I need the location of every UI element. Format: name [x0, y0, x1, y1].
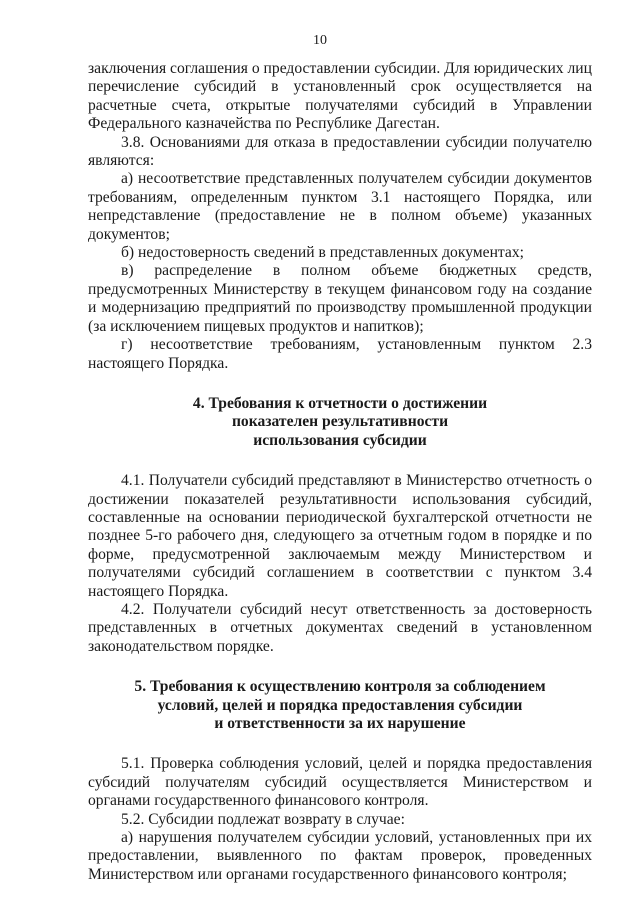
- paragraph-agreement-conclusion: заключения соглашения о предоставлении субсидии. Для юридических лиц перечисление субсидий в установленный срок осуществляется на расчетные счета, открытые получателями субсидий в Управлении Федерального казначейства по Республике Дагестан.: [88, 60, 592, 133]
- section-5-heading-line: и ответственности за их нарушение: [214, 715, 466, 732]
- list-item-v: в) распределение в полном объеме бюджетных средств, предусмотренных Министерству в текущем финансовом году на создание и модернизацию предприятий по производству промышленной продукции (за исключением пищевых продуктов и напитков);: [88, 262, 592, 335]
- document-body: [88, 60, 592, 884]
- section-4-heading-line: показателен результативности: [231, 413, 449, 431]
- list-item-a: а) несоответствие представленных получателем субсидии документов требованиям, определенным пунктом 3.1 настоящего Порядка, или непредставление (предоставление не в полном объеме) указанных документов;: [88, 170, 592, 243]
- section-4-heading-line: 4. Требования к отчетности о достижении: [192, 394, 488, 412]
- paragraph-4-2: 4.2. Получатели субсидий несут ответственность за достоверность представленных в отчетных документах сведений в установленном законодательством порядке.: [88, 600, 592, 655]
- list-item-b: б) недостоверность сведений в представленных документах;: [121, 244, 524, 262]
- section-5-heading: [88, 678, 592, 733]
- list-item-a-violation: а) нарушения получателем субсидии условий, установленных при их предоставлении, выявленного по фактам проверок, проведенных Министерством или органами государственного финансового контроля;: [88, 829, 592, 883]
- paragraph-5-1: 5.1. Проверка соблюдения условий, целей и порядка предоставления субсидий получателям субсидий осуществляется Министерством и органами государственного финансового контроля.: [88, 755, 592, 810]
- section-4-heading-line: использования субсидии: [253, 431, 427, 449]
- section-4-heading: [88, 395, 592, 450]
- paragraph-3-8: 3.8. Основаниями для отказа в предоставлении субсидии получателю являются:: [88, 133, 592, 170]
- section-5-heading-line: условий, целей и порядка предоставления субсидии: [157, 696, 523, 714]
- page-number: 10: [313, 33, 327, 48]
- paragraph-4-1: 4.1. Получатели субсидий представляют в Министерство отчетность о достижении показателей результативности использования субсидий, составленные на основании периодической бухгалтерской отчетности не позднее 5-го рабочего дня, следующего за отчетным годом в порядке и по форме, предусмотренной заключаемым между Министерством и получателями субсидий соглашением в соответствии с пунктом 3.4 настоящего Порядка.: [88, 472, 592, 600]
- list-item-g: г) несоответствие требованиям, установленным пунктом 2.3 настоящего Порядка.: [88, 336, 592, 372]
- section-5-heading-line: 5. Требования к осуществлению контроля за соблюдением: [134, 678, 546, 696]
- paragraph-5-2: 5.2. Субсидии подлежат возврату в случае:: [121, 810, 405, 828]
